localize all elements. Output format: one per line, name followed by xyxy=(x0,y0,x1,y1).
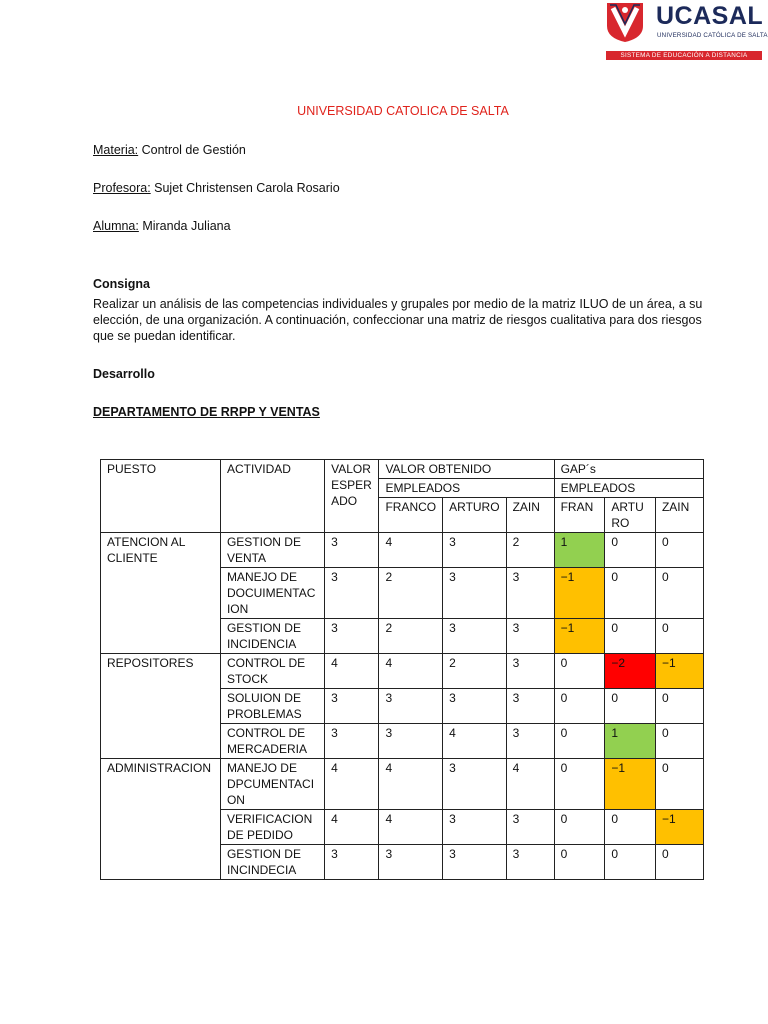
actividad-cell: GESTION DE INCIDENCIA xyxy=(220,619,324,654)
gap-fran-cell: 0 xyxy=(554,810,605,845)
header-gap-arturo: ARTU RO xyxy=(605,498,656,533)
gap-fran-cell: −1 xyxy=(554,568,605,619)
zain-cell: 4 xyxy=(506,759,554,810)
header-valor-obtenido: VALOR OBTENIDO xyxy=(379,460,554,479)
actividad-cell: MANEJO DE DPCUMENTACI ON xyxy=(220,759,324,810)
ucasal-logo xyxy=(606,2,768,60)
arturo-cell: 3 xyxy=(443,759,506,810)
gap-fran-cell: 0 xyxy=(554,759,605,810)
header-gap-zain: ZAIN xyxy=(655,498,703,533)
profesora-line xyxy=(93,181,340,195)
actividad-cell: GESTION DE VENTA xyxy=(220,533,324,568)
zain-cell: 2 xyxy=(506,533,554,568)
gap-fran-cell: 0 xyxy=(554,689,605,724)
gap-arturo-cell: 1 xyxy=(605,724,656,759)
actividad-cell: MANEJO DE DOCUIMENTAC ION xyxy=(220,568,324,619)
franco-cell: 4 xyxy=(379,654,443,689)
esperado-cell: 3 xyxy=(325,568,379,619)
gap-arturo-cell: −1 xyxy=(605,759,656,810)
document-title: UNIVERSIDAD CATOLICA DE SALTA xyxy=(297,104,509,118)
gap-fran-cell: −1 xyxy=(554,619,605,654)
header-actividad: ACTIVIDAD xyxy=(220,460,324,533)
arturo-cell: 3 xyxy=(443,689,506,724)
esperado-cell: 3 xyxy=(325,689,379,724)
gap-arturo-cell: 0 xyxy=(605,619,656,654)
gap-fran-cell: 0 xyxy=(554,845,605,880)
franco-cell: 3 xyxy=(379,845,443,880)
header-gap-fran: FRAN xyxy=(554,498,605,533)
zain-cell: 3 xyxy=(506,845,554,880)
header-arturo: ARTURO xyxy=(443,498,506,533)
esperado-cell: 4 xyxy=(325,654,379,689)
header-row-1 xyxy=(101,460,704,479)
esperado-cell: 3 xyxy=(325,533,379,568)
arturo-cell: 3 xyxy=(443,533,506,568)
zain-cell: 3 xyxy=(506,810,554,845)
consigna-heading: Consigna xyxy=(93,277,150,291)
materia-value: Control de Gestión xyxy=(138,143,246,157)
alumna-line xyxy=(93,219,231,233)
gap-zain-cell: 0 xyxy=(655,533,703,568)
franco-cell: 2 xyxy=(379,619,443,654)
profesora-value: Sujet Christensen Carola Rosario xyxy=(150,181,340,195)
actividad-cell: CONTROL DE MERCADERIA xyxy=(220,724,324,759)
gap-arturo-cell: −2 xyxy=(605,654,656,689)
arturo-cell: 2 xyxy=(443,654,506,689)
gap-zain-cell: 0 xyxy=(655,689,703,724)
esperado-cell: 3 xyxy=(325,619,379,654)
actividad-cell: CONTROL DE STOCK xyxy=(220,654,324,689)
header-zain: ZAIN xyxy=(506,498,554,533)
header-empleados-gaps: EMPLEADOS xyxy=(554,479,703,498)
gap-zain-cell: −1 xyxy=(655,810,703,845)
gap-arturo-cell: 0 xyxy=(605,689,656,724)
table-row xyxy=(101,533,704,568)
esperado-cell: 3 xyxy=(325,845,379,880)
arturo-cell: 3 xyxy=(443,810,506,845)
alumna-label: Alumna: xyxy=(93,219,139,233)
zain-cell: 3 xyxy=(506,724,554,759)
arturo-cell: 3 xyxy=(443,845,506,880)
table-row xyxy=(101,654,704,689)
gap-arturo-cell: 0 xyxy=(605,568,656,619)
arturo-cell: 3 xyxy=(443,619,506,654)
department-heading: DEPARTAMENTO DE RRPP Y VENTAS xyxy=(93,405,320,419)
gap-fran-cell: 0 xyxy=(554,724,605,759)
esperado-cell: 4 xyxy=(325,810,379,845)
franco-cell: 3 xyxy=(379,689,443,724)
gap-fran-cell: 0 xyxy=(554,654,605,689)
profesora-label: Profesora: xyxy=(93,181,151,195)
header-gaps: GAP´s xyxy=(554,460,703,479)
puesto-cell: ADMINISTRACION xyxy=(101,759,221,880)
header-empleados-obtenido: EMPLEADOS xyxy=(379,479,554,498)
header-puesto: PUESTO xyxy=(101,460,221,533)
esperado-cell: 3 xyxy=(325,724,379,759)
gap-arturo-cell: 0 xyxy=(605,533,656,568)
gap-arturo-cell: 0 xyxy=(605,845,656,880)
franco-cell: 2 xyxy=(379,568,443,619)
puesto-cell: REPOSITORES xyxy=(101,654,221,759)
gap-fran-cell: 1 xyxy=(554,533,605,568)
consigna-text: Realizar un análisis de las competencias individuales y grupales por medio de la matriz ILUO de un área, a su elección, de una organización. A continuación, confeccionar una matriz de riesgos cualitativa para dos riesgos que se puedan identificar. xyxy=(93,297,703,343)
header-franco: FRANCO xyxy=(379,498,443,533)
franco-cell: 3 xyxy=(379,724,443,759)
esperado-cell: 4 xyxy=(325,759,379,810)
zain-cell: 3 xyxy=(506,654,554,689)
actividad-cell: GESTION DE INCINDECIA xyxy=(220,845,324,880)
table-row xyxy=(101,759,704,810)
zain-cell: 3 xyxy=(506,619,554,654)
zain-cell: 3 xyxy=(506,568,554,619)
arturo-cell: 4 xyxy=(443,724,506,759)
gap-zain-cell: 0 xyxy=(655,759,703,810)
franco-cell: 4 xyxy=(379,810,443,845)
arturo-cell: 3 xyxy=(443,568,506,619)
puesto-cell: ATENCION AL CLIENTE xyxy=(101,533,221,654)
desarrollo-heading: Desarrollo xyxy=(93,367,155,381)
actividad-cell: SOLUION DE PROBLEMAS xyxy=(220,689,324,724)
zain-cell: 3 xyxy=(506,689,554,724)
gap-zain-cell: −1 xyxy=(655,654,703,689)
gap-zain-cell: 0 xyxy=(655,619,703,654)
actividad-cell: VERIFICACION DE PEDIDO xyxy=(220,810,324,845)
franco-cell: 4 xyxy=(379,533,443,568)
materia-label: Materia: xyxy=(93,143,139,157)
gap-zain-cell: 0 xyxy=(655,724,703,759)
gap-arturo-cell: 0 xyxy=(605,810,656,845)
logo-bar: SISTEMA DE EDUCACIÓN A DISTANCIA xyxy=(606,51,762,60)
logo-wordmark: UCASAL xyxy=(656,2,764,30)
materia-line xyxy=(93,143,246,157)
gap-zain-cell: 0 xyxy=(655,568,703,619)
logo-subtitle: UNIVERSIDAD CATÓLICA DE SALTA xyxy=(657,32,768,39)
header-valor-esperado: VALOR ESPER ADO xyxy=(325,460,379,533)
alumna-value: Miranda Juliana xyxy=(138,219,231,233)
franco-cell: 4 xyxy=(379,759,443,810)
gap-zain-cell: 0 xyxy=(655,845,703,880)
shield-logo-icon xyxy=(606,2,644,42)
iluo-matrix-table xyxy=(100,459,704,880)
